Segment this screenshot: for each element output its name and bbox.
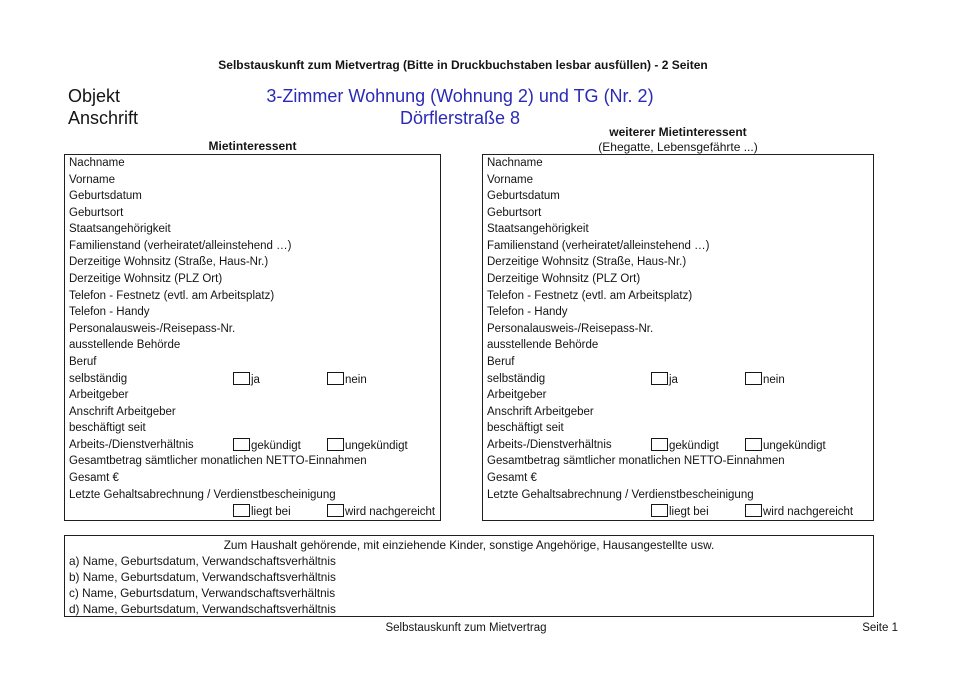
field-label: Letzte Gehaltsabrechnung / Verdienstbescheinigung [487, 488, 754, 501]
form-row [65, 205, 440, 222]
checkbox[interactable] [651, 438, 668, 451]
form-row [65, 387, 440, 404]
footer-title: Selbstauskunft zum Mietvertrag [385, 622, 547, 634]
field-label: Staatsangehörigkeit [69, 223, 171, 236]
tenant-section-header: Mietinteressent [208, 139, 297, 153]
field-label: Arbeits-/Dienstverhältnis [487, 438, 612, 451]
form-row [483, 371, 873, 388]
form-row [483, 271, 873, 288]
field-label: Familienstand (verheiratet/alleinstehend …) [487, 239, 710, 252]
field-label: Derzeitige Wohnsitz (PLZ Ort) [487, 273, 641, 286]
field-label: beschäftigt seit [69, 422, 146, 435]
form-row [483, 470, 873, 487]
doc-title: Selbstauskunft zum Mietvertrag (Bitte in Druckbuchstaben lesbar ausfüllen) - 2 Seiten [218, 58, 708, 72]
form-row [483, 354, 873, 371]
checkbox-option [651, 438, 719, 455]
checkbox[interactable] [745, 438, 762, 451]
form-row [65, 321, 440, 338]
tenant-box [64, 154, 441, 521]
checkbox-label: liegt bei [669, 506, 709, 519]
footer-page-number: Seite 1 [862, 622, 898, 634]
checkbox-option [233, 504, 291, 521]
checkbox[interactable] [651, 372, 668, 385]
form-row [65, 371, 440, 388]
checkbox-option [745, 438, 826, 455]
co-tenant-header-title: weiterer Mietinteressent [609, 125, 747, 139]
checkbox-label: nein [763, 373, 785, 386]
field-label: Gesamtbetrag sämtlicher monatlichen NETTO-Einnahmen [487, 455, 785, 468]
form-row [65, 304, 440, 321]
form-row [65, 254, 440, 271]
household-row: d) Name, Geburtsdatum, Verwandschaftsverhältnis [69, 602, 336, 616]
checkbox-option [327, 438, 408, 455]
field-label: Telefon - Festnetz (evtl. am Arbeitsplatz) [487, 289, 693, 302]
form-row [483, 321, 873, 338]
field-label: Anschrift Arbeitgeber [69, 405, 176, 418]
field-label: Geburtsdatum [69, 190, 142, 203]
checkbox-label: wird nachgereicht [345, 506, 436, 519]
form-row [483, 437, 873, 454]
field-label: Anschrift Arbeitgeber [487, 405, 594, 418]
field-label: Gesamt € [487, 471, 537, 484]
checkbox-label: gekündigt [251, 439, 301, 452]
form-row [483, 420, 873, 437]
form-row [483, 205, 873, 222]
field-label: Nachname [487, 157, 543, 169]
co-tenant-header-subtitle: (Ehegatte, Lebensgefährte ...) [598, 140, 758, 154]
household-row: a) Name, Geburtsdatum, Verwandschaftsverhältnis [69, 554, 336, 568]
checkbox-label: ungekündigt [763, 439, 826, 452]
checkbox-label: nein [345, 373, 367, 386]
form-row [65, 221, 440, 238]
field-label: Derzeitige Wohnsitz (Straße, Haus-Nr.) [69, 256, 269, 269]
field-label: Arbeitgeber [69, 389, 129, 402]
form-row [483, 337, 873, 354]
object-label: Objekt [68, 86, 121, 106]
checkbox-option [651, 504, 709, 521]
field-label: Personalausweis-/Reisepass-Nr. [69, 322, 236, 335]
field-label: beschäftigt seit [487, 422, 564, 435]
field-label: Vorname [69, 173, 116, 186]
form-row [483, 238, 873, 255]
form-row [65, 453, 440, 470]
form-row [65, 437, 440, 454]
field-label: Nachname [69, 157, 125, 169]
form-row [483, 487, 873, 504]
checkbox-option [651, 372, 678, 389]
co-tenant-box [482, 154, 874, 521]
checkbox-label: liegt bei [251, 506, 291, 519]
field-label: Staatsangehörigkeit [487, 223, 589, 236]
field-label: Geburtsort [69, 206, 124, 219]
form-row [65, 420, 440, 437]
address-value: Dörflerstraße 8 [399, 107, 521, 128]
checkbox-label: wird nachgereicht [763, 506, 854, 519]
form-row [65, 487, 440, 504]
field-label: Personalausweis-/Reisepass-Nr. [487, 322, 654, 335]
checkbox[interactable] [233, 372, 250, 385]
checkbox-option [327, 504, 435, 521]
form-row [483, 155, 873, 172]
co-tenant-section-header [482, 125, 874, 155]
field-label: Arbeitgeber [487, 389, 547, 402]
checkbox[interactable] [327, 504, 344, 517]
form-row [483, 404, 873, 421]
address-label: Anschrift [68, 107, 139, 128]
field-label: selbständig [487, 372, 546, 385]
form-row [65, 188, 440, 205]
checkbox[interactable] [327, 372, 344, 385]
form-row [483, 188, 873, 205]
form-row [65, 337, 440, 354]
object-values [0, 86, 920, 129]
form-row [65, 470, 440, 487]
household-row: c) Name, Geburtsdatum, Verwandschaftsverhältnis [69, 586, 336, 600]
checkbox[interactable] [233, 504, 250, 517]
household-box [64, 535, 874, 617]
checkbox-option [233, 372, 260, 389]
household-header: Zum Haushalt gehörende, mit einziehende Kinder, sonstige Angehörige, Hausangestellte usw. [223, 538, 715, 552]
field-label: ausstellende Behörde [69, 339, 181, 352]
form-row [483, 387, 873, 404]
checkbox-label: ungekündigt [345, 439, 408, 452]
field-label: Geburtsdatum [487, 190, 560, 203]
form-row [483, 172, 873, 189]
form-row [65, 271, 440, 288]
field-label: Letzte Gehaltsabrechnung / Verdienstbescheinigung [69, 488, 336, 501]
field-label: Geburtsort [487, 206, 542, 219]
form-row [483, 304, 873, 321]
checkbox[interactable] [233, 438, 250, 451]
field-label: Beruf [487, 355, 515, 368]
checkbox[interactable] [745, 504, 762, 517]
form-row [483, 254, 873, 271]
field-label: Telefon - Handy [487, 306, 568, 319]
form-row [483, 288, 873, 305]
form-row [65, 172, 440, 189]
checkbox-option [745, 504, 853, 521]
field-label: Derzeitige Wohnsitz (Straße, Haus-Nr.) [487, 256, 687, 269]
field-label: selbständig [69, 372, 128, 385]
field-label: Beruf [69, 355, 97, 368]
checkbox[interactable] [745, 372, 762, 385]
field-label: Gesamtbetrag sämtlicher monatlichen NETTO-Einnahmen [69, 455, 367, 468]
checkbox[interactable] [327, 438, 344, 451]
object-value: 3-Zimmer Wohnung (Wohnung 2) und TG (Nr. 2) [266, 86, 654, 106]
checkbox-label: gekündigt [669, 439, 719, 452]
checkbox-label: ja [251, 373, 260, 386]
field-label: Telefon - Festnetz (evtl. am Arbeitsplatz) [69, 289, 275, 302]
field-label: ausstellende Behörde [487, 339, 599, 352]
checkbox-option [745, 372, 785, 389]
form-row [65, 238, 440, 255]
field-label: Vorname [487, 173, 534, 186]
field-label: Telefon - Handy [69, 306, 150, 319]
household-rows [65, 553, 873, 617]
field-label: Derzeitige Wohnsitz (PLZ Ort) [69, 273, 223, 286]
form-row [483, 221, 873, 238]
form-row [483, 503, 873, 520]
form-row [65, 155, 440, 172]
checkbox[interactable] [651, 504, 668, 517]
form-row [483, 453, 873, 470]
form-row [65, 404, 440, 421]
household-row: b) Name, Geburtsdatum, Verwandschaftsverhältnis [69, 570, 336, 584]
form-row [65, 354, 440, 371]
field-label: Familienstand (verheiratet/alleinstehend …) [69, 239, 292, 252]
checkbox-option [327, 372, 367, 389]
field-label: Arbeits-/Dienstverhältnis [69, 438, 194, 451]
form-row [65, 288, 440, 305]
checkbox-option [233, 438, 301, 455]
checkbox-label: ja [669, 373, 678, 386]
field-label: Gesamt € [69, 471, 119, 484]
form-row [65, 503, 440, 520]
